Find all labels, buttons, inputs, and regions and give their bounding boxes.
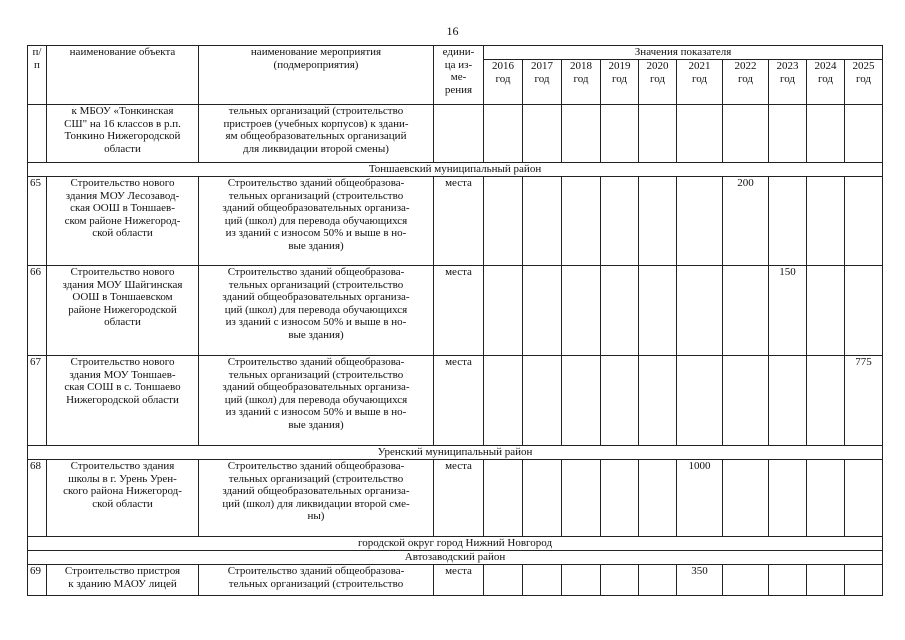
object-name: Строительство нового здания МОУ Тоншаев- ская СОШ в с. Тоншаево Нижегородской области: [47, 356, 199, 446]
measure-name: Строительство зданий общеобразова- тельных организаций (строительство: [199, 565, 434, 596]
header-year: 2021 год: [677, 60, 723, 105]
value-cell: [769, 460, 807, 537]
value-cell: 150: [769, 266, 807, 356]
header-year: 2018 год: [562, 60, 601, 105]
value-cell: [523, 565, 562, 596]
value-cell: [769, 177, 807, 266]
value-cell: [523, 266, 562, 356]
header-year: 2017 год: [523, 60, 562, 105]
value-cell: 1000: [677, 460, 723, 537]
value-cell: [807, 356, 845, 446]
value-cell: [562, 177, 601, 266]
measure-name: Строительство зданий общеобразова- тельных организаций (строительство зданий общеобразовательных организа- ций (школ) для перевода обучающихся из зданий с износом 50% и выше в но- вые здания): [199, 266, 434, 356]
row-number: 67: [28, 356, 47, 446]
measure-name: Строительство зданий общеобразова- тельных организаций (строительство зданий общеобразовательных организа- ций (школ) для ликвидации второй сме- ны): [199, 460, 434, 537]
header-object: наименование объекта: [47, 46, 199, 105]
table-row: [28, 105, 883, 163]
header-year: 2020 год: [639, 60, 677, 105]
row-number: 65: [28, 177, 47, 266]
value-cell: [601, 105, 639, 163]
value-cell: [639, 266, 677, 356]
section-title: Уренский муниципальный район: [28, 446, 883, 460]
row-number: 69: [28, 565, 47, 596]
header-num: п/ п: [28, 46, 47, 105]
section-title: Тоншаевский муниципальный район: [28, 163, 883, 177]
unit: места: [434, 177, 484, 266]
page-number: 16: [446, 24, 459, 38]
measure-name: Строительство зданий общеобразова- тельных организаций (строительство зданий общеобразовательных организа- ций (школ) для перевода обучающихся из зданий с износом 50% и выше в но- вые здания): [199, 177, 434, 266]
value-cell: [807, 105, 845, 163]
value-cell: [523, 460, 562, 537]
value-cell: [484, 460, 523, 537]
header-unit: едини- ца из- ме- рения: [434, 46, 484, 105]
header-measure: наименование мероприятия (подмероприятия): [199, 46, 434, 105]
indicator-table: [27, 45, 883, 596]
header-year: 2022 год: [723, 60, 769, 105]
unit: места: [434, 565, 484, 596]
header-values: Значения показателя: [484, 46, 883, 60]
value-cell: [845, 460, 883, 537]
row-number: [28, 105, 47, 163]
value-cell: [807, 565, 845, 596]
row-number: 66: [28, 266, 47, 356]
value-cell: [523, 356, 562, 446]
value-cell: 350: [677, 565, 723, 596]
value-cell: [484, 177, 523, 266]
value-cell: [523, 177, 562, 266]
section-title: Автозаводский район: [28, 551, 883, 565]
value-cell: 775: [845, 356, 883, 446]
measure-name: Строительство зданий общеобразова- тельных организаций (строительство зданий общеобразовательных организа- ций (школ) для перевода обучающихся из зданий с износом 50% и выше в но- вые здания): [199, 356, 434, 446]
measure-name: тельных организаций (строительство пристроев (учебных корпусов) к здани- ям общеобразовательных организаций для ликвидации второй смены): [199, 105, 434, 163]
unit: [434, 105, 484, 163]
unit: места: [434, 356, 484, 446]
value-cell: [601, 266, 639, 356]
value-cell: [723, 266, 769, 356]
value-cell: [807, 177, 845, 266]
object-name: Строительство пристроя к зданию МАОУ лицей: [47, 565, 199, 596]
value-cell: [723, 356, 769, 446]
header-year: 2019 год: [601, 60, 639, 105]
value-cell: [562, 266, 601, 356]
value-cell: [723, 105, 769, 163]
value-cell: [601, 565, 639, 596]
section-row: [28, 446, 883, 460]
header-year: 2016 год: [484, 60, 523, 105]
header-year: 2024 год: [807, 60, 845, 105]
value-cell: [769, 565, 807, 596]
value-cell: [845, 105, 883, 163]
value-cell: [484, 565, 523, 596]
value-cell: [769, 356, 807, 446]
unit: места: [434, 266, 484, 356]
value-cell: [639, 105, 677, 163]
row-number: 68: [28, 460, 47, 537]
value-cell: [523, 105, 562, 163]
section-row: [28, 537, 883, 551]
value-cell: [677, 356, 723, 446]
table-row: [28, 177, 883, 266]
value-cell: [562, 460, 601, 537]
table-row: [28, 565, 883, 596]
value-cell: [677, 105, 723, 163]
table-row: [28, 266, 883, 356]
section-row: [28, 551, 883, 565]
value-cell: [562, 105, 601, 163]
value-cell: 200: [723, 177, 769, 266]
object-name: к МБОУ «Тонкинская СШ" на 16 классов в р.п. Тонкино Нижегородской области: [47, 105, 199, 163]
value-cell: [845, 266, 883, 356]
section-title: городской округ город Нижний Новгород: [28, 537, 883, 551]
section-row: [28, 163, 883, 177]
value-cell: [677, 266, 723, 356]
value-cell: [769, 105, 807, 163]
header-year: 2025 год: [845, 60, 883, 105]
value-cell: [723, 565, 769, 596]
object-name: Строительство здания школы в г. Урень Урен- ского района Нижегород- ской области: [47, 460, 199, 537]
value-cell: [639, 460, 677, 537]
value-cell: [484, 266, 523, 356]
header-year: 2023 год: [769, 60, 807, 105]
object-name: Строительство нового здания МОУ Шайгинская ООШ в Тоншаевском районе Нижегородской области: [47, 266, 199, 356]
value-cell: [601, 356, 639, 446]
value-cell: [562, 356, 601, 446]
value-cell: [562, 565, 601, 596]
unit: места: [434, 460, 484, 537]
table-row: [28, 460, 883, 537]
value-cell: [677, 177, 723, 266]
table-row: [28, 356, 883, 446]
value-cell: [639, 177, 677, 266]
value-cell: [639, 565, 677, 596]
value-cell: [484, 356, 523, 446]
value-cell: [807, 266, 845, 356]
value-cell: [601, 177, 639, 266]
value-cell: [845, 177, 883, 266]
value-cell: [484, 105, 523, 163]
value-cell: [845, 565, 883, 596]
value-cell: [639, 356, 677, 446]
object-name: Строительство нового здания МОУ Лесозавод- ская ООШ в Тоншаев- ском районе Нижегород- ской области: [47, 177, 199, 266]
value-cell: [807, 460, 845, 537]
value-cell: [601, 460, 639, 537]
value-cell: [723, 460, 769, 537]
